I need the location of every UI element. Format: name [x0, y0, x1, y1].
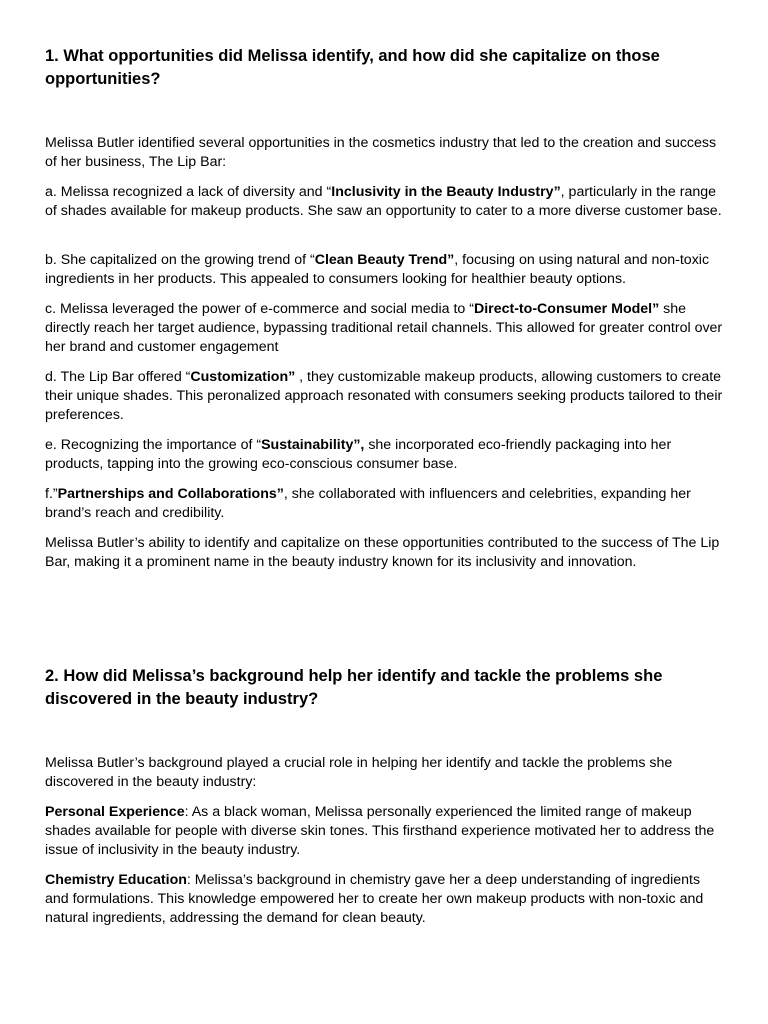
- section-2-item-personal-experience: Personal Experience: As a black woman, Melissa personally experienced the limited range of makeup shades available for people with diverse skin tones. This firsthand experience motivated her to address the issue of inclusivity in the beauty industry.: [45, 804, 715, 859]
- section-2-intro: Melissa Butler’s background played a crucial role in helping her identify and tackle the problems she discovered in the beauty industry:: [45, 755, 673, 791]
- section-2-item-chemistry-education: Chemistry Education: Melissa’s background in chemistry gave her a deep understanding of ingredients and formulations. This knowledge empowered her to create her own makeup products with non-toxic and natural ingredients, addressing the demand for clean beauty.: [45, 872, 704, 927]
- section-2-heading: 2. How did Melissa’s background help her identify and tackle the problems she discovered in the beauty industry?: [45, 667, 663, 708]
- section-1-intro: Melissa Butler identified several opportunities in the cosmetics industry that led to the creation and success of her business, The Lip Bar:: [45, 135, 717, 171]
- section-1-item-a: a. Melissa recognized a lack of diversity and “Inclusivity in the Beauty Industry”, particularly in the range of shades available for makeup products. She saw an opportunity to cater to a more diverse customer base.: [45, 184, 722, 220]
- section-1-heading: 1. What opportunities did Melissa identify, and how did she capitalize on those opportunities?: [45, 47, 660, 88]
- section-1-item-c: c. Melissa leveraged the power of e-commerce and social media to “Direct-to-Consumer Model” she directly reach her target audience, bypassing traditional retail channels. This allowed for greater control over her brand and customer engagement: [45, 301, 723, 356]
- section-1-item-b: b. She capitalized on the growing trend of “Clean Beauty Trend”, focusing on using natural and non-toxic ingredients in her products. This appealed to consumers looking for healthier beauty options.: [45, 252, 710, 288]
- section-1-item-f: f.”Partnerships and Collaborations”, she collaborated with influencers and celebrities, expanding her brand’s reach and credibility.: [45, 486, 691, 522]
- section-1-conclusion: Melissa Butler’s ability to identify and capitalize on these opportunities contributed to the success of The Lip Bar, making it a prominent name in the beauty industry known for its inclusivity and innovation.: [45, 535, 720, 571]
- section-1-item-e: e. Recognizing the importance of “Sustainability”, she incorporated eco-friendly packaging into her products, tapping into the growing eco-conscious consumer base.: [45, 437, 672, 473]
- section-1-item-d: d. The Lip Bar offered “Customization” , they customizable makeup products, allowing customers to create their unique shades. This peronalized approach resonated with consumers seeking products tailored to their preferences.: [45, 369, 723, 424]
